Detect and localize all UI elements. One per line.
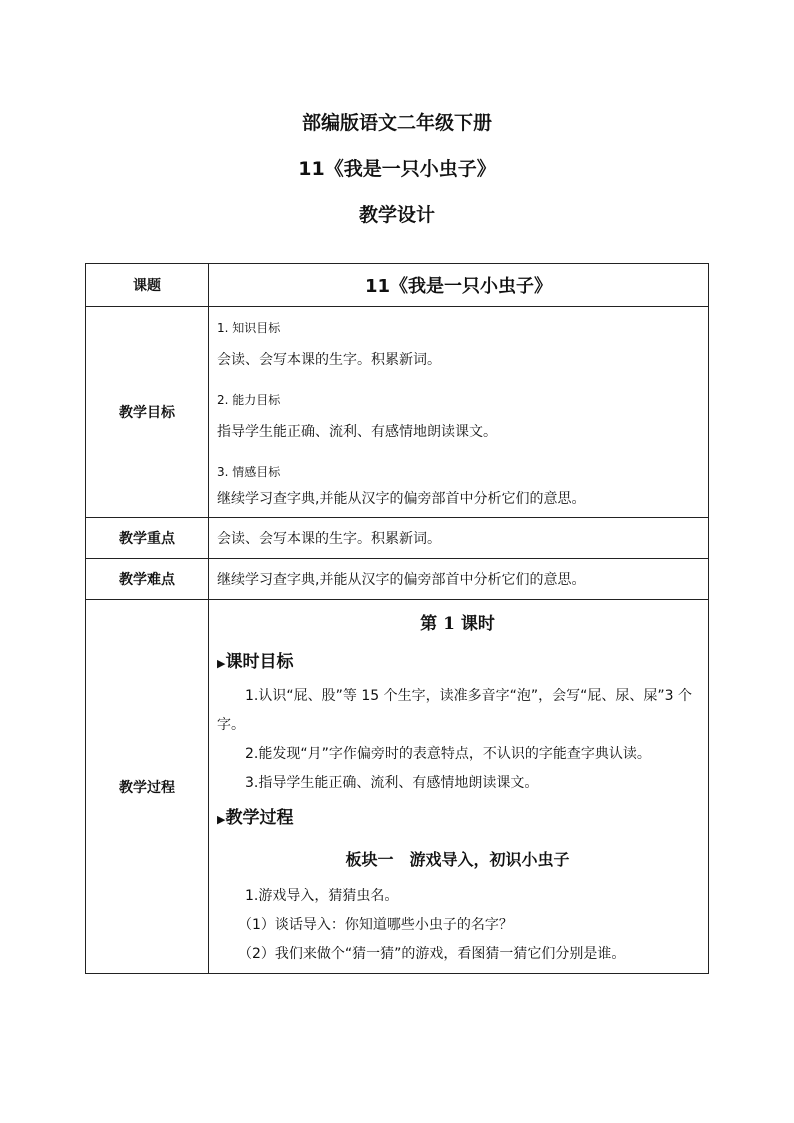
title-line-2: 11《我是一只小虫子》 bbox=[298, 158, 496, 180]
goal-heading: 1. 知识目标 bbox=[217, 321, 281, 335]
objectives-heading-text: 课时目标 bbox=[225, 652, 294, 672]
step-subitem: （1）谈话导入：你知道哪些小虫子的名字？ bbox=[238, 917, 513, 933]
step-item: 1.游戏导入，猜猜虫名。 bbox=[245, 888, 399, 904]
triangle-bullet-icon: ▶ bbox=[217, 657, 226, 670]
objective-item: 1.认识“屁、股”等 15 个生字，读准多音字“泡”，会写“屁、尿、屎”3 个字。 bbox=[217, 688, 692, 733]
process-content bbox=[209, 600, 709, 974]
lesson-heading: 第 1 课时 bbox=[420, 614, 495, 634]
lesson-plan-table bbox=[85, 263, 709, 974]
title-line-3: 教学设计 bbox=[358, 204, 435, 226]
goals-label: 教学目标 bbox=[86, 307, 209, 518]
objectives-heading bbox=[217, 642, 698, 682]
objective-item: 2.能发现“月”字作偏旁时的表意特点，不认识的字能查字典认读。 bbox=[245, 746, 651, 762]
process-label: 教学过程 bbox=[86, 600, 209, 974]
difficulties-label: 教学难点 bbox=[86, 559, 209, 600]
process-row bbox=[86, 600, 709, 974]
goal-text: 会读、会写本课的生字。积累新词。 bbox=[217, 352, 441, 368]
goals-content bbox=[209, 307, 709, 518]
step-subitem: （2）我们来做个“猜一猜”的游戏，看图猜一猜它们分别是谁。 bbox=[238, 946, 626, 962]
triangle-bullet-icon: ▶ bbox=[217, 813, 226, 826]
topic-label: 课题 bbox=[86, 264, 209, 307]
difficulties-text: 继续学习查字典,并能从汉字的偏旁部首中分析它们的意思。 bbox=[209, 559, 709, 600]
block-title: 板块一 游戏导入，初识小虫子 bbox=[345, 850, 570, 869]
difficulties-row bbox=[86, 559, 709, 600]
topic-value: 11《我是一只小虫子》 bbox=[209, 264, 709, 307]
goal-heading: 3. 情感目标 bbox=[217, 465, 281, 479]
title-line-1: 部编版语文二年级下册 bbox=[301, 112, 492, 134]
process-heading-text: 教学过程 bbox=[225, 808, 294, 828]
key-points-row bbox=[86, 518, 709, 559]
key-points-text: 会读、会写本课的生字。积累新词。 bbox=[209, 518, 709, 559]
objective-item: 3.指导学生能正确、流利、有感情地朗读课文。 bbox=[245, 775, 539, 791]
document-title bbox=[0, 100, 794, 238]
goal-text: 指导学生能正确、流利、有感情地朗读课文。 bbox=[217, 424, 497, 440]
goals-row bbox=[86, 307, 709, 518]
key-points-label: 教学重点 bbox=[86, 518, 209, 559]
process-heading bbox=[217, 798, 698, 838]
goal-text: 继续学习查字典,并能从汉字的偏旁部首中分析它们的意思。 bbox=[217, 491, 586, 507]
topic-row bbox=[86, 264, 709, 307]
goal-heading: 2. 能力目标 bbox=[217, 393, 281, 407]
